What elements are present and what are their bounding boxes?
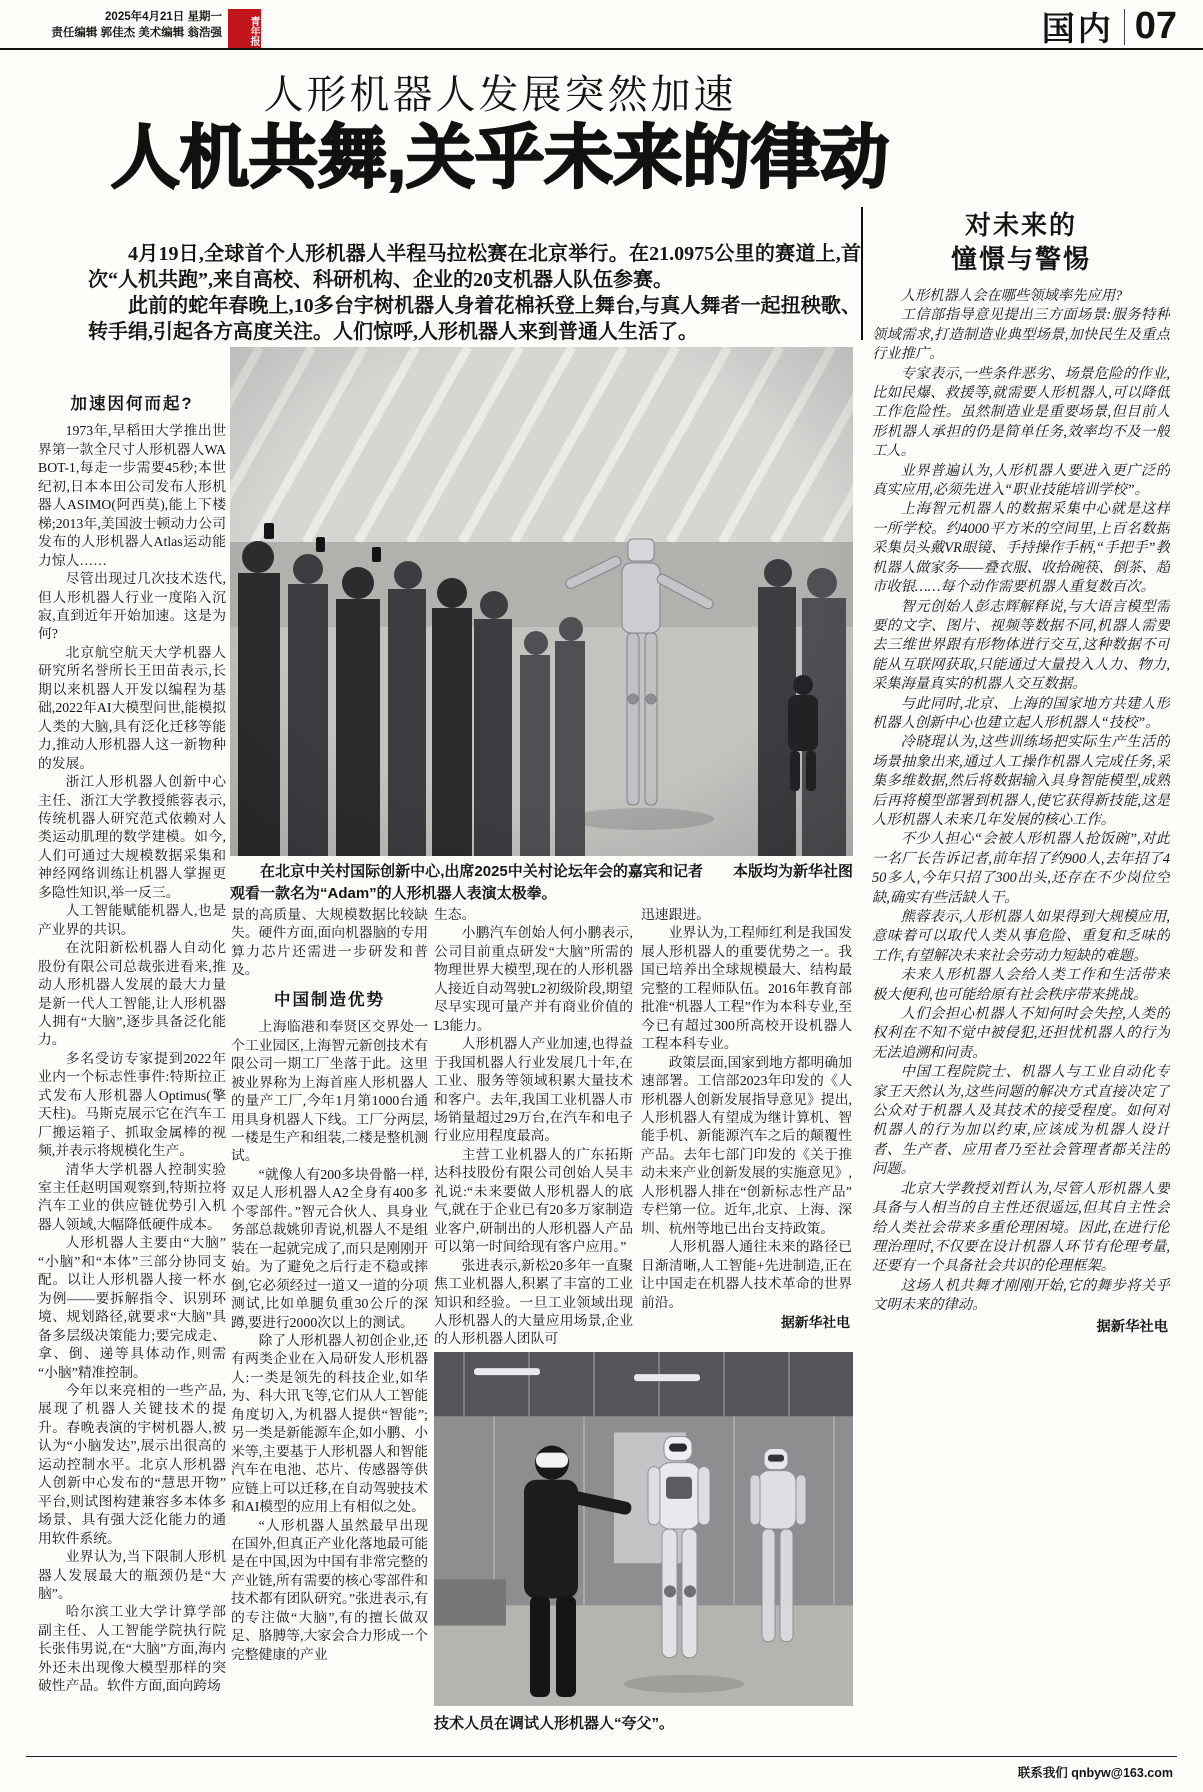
header-divider [1124,9,1125,45]
article-paragraph: 除了人形机器人初创企业,还有两类企业在入局研发人形机器人:一类是领先的科技企业,如华为、科大讯飞等,它们从人工智能角度切入,为机器人提供“智能”;另一类是新能源车企,如小鹏、小米等,主要基于人形机器人和智能汽车在电池、芯片、传感器等供应链上可以迁移,在自动驾驶技术和AI模型的应用上有相似之处。 [231,1332,428,1515]
lead-paragraph: 4月19日,全球首个人形机器人半程马拉松赛在北京举行。在21.0975公里的赛道上,首次“人机共跑”,来自高校、科研机构、企业的20支机器人队伍参赛。 [88,243,861,291]
sidebar-paragraph: 人形机器人会在哪些领域率先应用? [900,288,1123,304]
sidebar-paragraph: 冷晓琨认为,这些训练场把实际生产生活的场景抽象出来,通过人工操作机器人完成任务,采集多维数据,然后将数据输入具身智能模型,成熟后再将模型部署到机器人,使它获得新技能,这是人形机器人未来几年发展的核心工作。 [872,734,1170,828]
sidebar-paragraph: 北京大学教授刘哲认为,尽管人形机器人要具备与人相当的自主性还很遥远,但其自主性会给人类社会带来多重伦理困境。因此,在进行伦理治理时,不仅要在设计机器人环节有伦理考量,还要有一个具备社会共识的伦理框架。 [872,1180,1170,1275]
article-paragraph: 人形机器人产业加速,也得益于我国机器人行业发展几十年,在工业、服务等领域积累大量技术和客户。去年,我国工业机器人市场销量超过29万台,在汽车和电子行业应用程度最高。 [434,1036,633,1144]
secondary-photo [434,1352,853,1706]
article-paragraph: 加速因何而起? [70,395,194,413]
article-column-3 [434,906,633,1349]
article-column-4 [641,906,852,1352]
sidebar-paragraph: 这场人机共舞才刚刚开始,它的舞步将关乎文明未来的律动。 [872,1277,1170,1314]
section-label: 国内 [1041,10,1114,47]
secondary-photo-caption: 技术人员在调试人形机器人“夸父”。 [434,1715,675,1732]
headline-kicker: 人形机器人发展突然加速 [263,73,737,117]
article-paragraph: 上海临港和奉贤区交界处一个工业园区,上海智元新创技术有限公司一期工厂坐落于此。这里被业界称为上海首座人形机器人的量产工厂,今年1月第1000台通用具身机器人下线。工厂分两层,一楼是生产和组装,二楼是整机测试。 [231,1019,428,1164]
sidebar-paragraph: 与此同时,北京、上海的国家地方共建人形机器人创新中心也建立起人形机器人“技校”。 [872,695,1170,731]
article-paragraph: 1973年,早稻田大学推出世界第一款全尺寸人形机器人WABOT-1,每走一步需要45秒;本世纪初,日本本田公司发布人形机器人ASIMO(阿西莫),能上下楼梯;2013年,美国波士顿动力公司发布的人形机器人Atlas运动能力惊人…… [38,423,226,568]
main-photo [230,347,853,856]
main-photo-illustration [230,347,853,856]
sidebar-paragraph: 智元创始人彭志辉解释说,与大语言模型需要的文字、图片、视频等数据不同,机器人需要去三维世界跟有形物体进行交互,这种数据不可能从互联网获取,只能通过大量投入人力、物力,采集海量真实的机器人交互数据。 [872,598,1170,693]
article-paragraph: 北京航空航天大学机器人研究所名誉所长王田苗表示,长期以来机器人开发以编程为基础,2022年AI大模型问世,能模拟人类的大脑,具有泛化迁移等能力,推动人形机器人这一新物种的发展。 [38,644,226,771]
secondary-photo-illustration [434,1352,853,1706]
article-paragraph: 哈尔滨工业大学计算学部副主任、人工智能学院执行院长张伟男说,在“大脑”方面,海内外还未出现像大模型那样的突破性产品。软件方面,面向跨场 [38,1604,226,1694]
sidebar-title-line: 憧憬与警惕 [950,244,1091,274]
article-paragraph: 在沈阳新松机器人自动化股份有限公司总裁张进看来,推动人形机器人发展的最大力量是新一代人工智能,让人形机器人拥有“大脑”,逐步具备泛化能力。 [38,940,226,1048]
main-headline: 人机共舞,关乎未来的律动 [110,119,890,196]
header-right [1042,3,1177,50]
sidebar-paragraph: 上海智元机器人的数据采集中心就是这样一所学校。约4000平方米的空间里,上百名数据采集员头戴VR眼镜、手持操作手柄,“手把手”教机器人做家务——叠衣服、收拾碗筷、倒茶、超市收银……每个动作需要机器人重复数百次。 [872,501,1170,596]
main-photo-caption [230,861,853,904]
sidebar-title-line: 对未来的 [964,210,1077,240]
article-paragraph: 业界认为,工程师红利是我国发展人形机器人的重要优势之一。我国已培养出全球规模最大、结构最完整的工程师队伍。2016年教育部批准“机器人工程”作为本科专业,至今已有超过300所高校开设机器人工程本科专业。 [641,925,852,1052]
article-paragraph: 业界认为,当下限制人形机器人发展最大的瓶颈仍是“大脑”。 [38,1549,226,1601]
article-paragraph: 主营工业机器人的广东拓斯达科技股份有限公司创始人吴丰礼说:“未来要做人形机器人的底气,就在于企业已有20多万家制造业客户,研制出的人形机器人产品可以第一时间给现有客户应用。” [434,1146,633,1255]
article-paragraph: 浙江人形机器人创新中心主任、浙江大学教授熊蓉表示,传统机器人研究范式依赖对人类运动肌理的数学建模。如今,人们可通过大规模数据采集和神经网络训练让机器人掌握更多隐性知识,举一反三。 [38,774,226,900]
sidebar-paragraph: 中国工程院院士、机器人与工业自动化专家王天然认为,这些问题的解决方式直接决定了公众对于机器人及其技术的接受程度。如何对机器人的行为加以约束,应该成为机器人设计者、生产者、应用者乃至社会管理者都关注的问题。 [872,1064,1170,1178]
sidebar-paragraph: 业界普遍认为,人形机器人要进入更广泛的真实应用,必须先进入“职业技能培训学校”。 [872,462,1170,499]
article-paragraph: 清华大学机器人控制实验室主任赵明国观察到,特斯拉将汽车工业的供应链优势引入机器人领域,大幅降低硬件成本。 [38,1161,226,1232]
footer-contact: 联系我们 qnbyw@163.com [1017,1766,1173,1780]
page-number: 07 [1134,5,1177,47]
article-column-2 [231,906,428,1750]
date-line: 2025年4月21日 星期一 [105,11,222,23]
article-paragraph: 迅速跟进。 [641,907,710,922]
article-column-1 [38,384,226,1748]
lead-paragraph: 此前的蛇年春晚上,10多台宇树机器人身着花棉袄登上舞台,与真人舞者一起扭秧歌、转手绢,引起各方高度关注。人们惊呼,人形机器人来到普通人生活了。 [88,295,861,343]
article-paragraph: 景的高质量、大规模数据比较缺失。硬件方面,面向机器脑的专用算力芯片还需进一步研发和普及。 [231,907,428,978]
lead-block [88,241,861,345]
sidebar-title [872,208,1170,276]
article-paragraph: 政策层面,国家到地方都明确加速部署。工信部2023年印发的《人形机器人创新发展指导意见》提出,人形机器人有望成为继计算机、智能手机、新能源汽车之后的颠覆性产品。去年七部门印发的《关于推动未来产业创新发展的实施意见》,人形机器人排在“创新标志性产品”专栏第一位。近年,北京、上海、深圳、杭州等地已出台支持政策。 [641,1054,852,1236]
sidebar-paragraph: 据新华社电 [1096,1318,1168,1335]
sidebar-paragraph: 专家表示,一些条件恶劣、场景危险的作业,比如民爆、救援等,就需要人形机器人,可以降低工作危险性。虽然制造业是重要场景,但目前人形机器人承担的仍是简单任务,效率均不及一般工人。 [872,365,1170,460]
sidebar-paragraph: 工信部指导意见提出三方面场景:服务特种领域需求,打造制造业典型场景,加快民生及重点行业推广。 [872,307,1170,363]
editors-line: 责任编辑 郭佳杰 美术编辑 翁浩强 [51,27,222,39]
article-paragraph: 多名受访专家提到2022年业内一个标志性事件:特斯拉正式发布人形机器人Optimus(擎天柱)。马斯克展示它在汽车工厂搬运箱子、抓取金属棒的视频,并表示将规模化生产。 [38,1050,226,1159]
masthead-logo: 青年报 [228,9,261,50]
header-meta [28,9,222,41]
article-paragraph: 人工智能赋能机器人,也是产业界的共识。 [38,903,226,937]
article-paragraph: 生态。 [434,907,476,922]
sidebar-paragraph: 人们会担心机器人不知何时会失控,人类的权利在不知不觉中被侵犯,还担忧机器人的行为无法追溯和问责。 [872,1006,1170,1061]
sidebar-paragraph: 不少人担心“会被人形机器人抢饭碗”,对此一名厂长告诉记者,前年招了约900人,去年招了450多人,今年只招了300出头,还存在不少岗位空缺,确实有些活缺人干。 [872,831,1170,906]
article-paragraph: 中国制造优势 [274,990,385,1009]
sidebar-paragraph: 熊蓉表示,人形机器人如果得到大规模应用,意味着可以取代人类从事危险、重复和乏味的工作,有望解决未来社会劳动力短缺的难题。 [872,909,1170,964]
article-paragraph: 据新华社电 [781,1314,850,1330]
article-paragraph: 张进表示,新松20多年一直聚焦工业机器人,积累了丰富的工业知识和经验。一旦工业领域出现人形机器人的大量应用场景,企业的人形机器人团队可 [434,1257,633,1347]
article-paragraph: 人形机器人通往未来的路径已日渐清晰,人工智能+先进制造,正在让中国走在机器人技术革命的世界前沿。 [641,1239,852,1310]
sidebar-body [872,287,1170,1750]
sidebar-paragraph: 未来人形机器人会给人类工作和生活带来极大便利,也可能给原有社会秩序带来挑战。 [872,967,1170,1003]
caption-text: 在北京中关村国际创新中心,出席2025中关村论坛年会的嘉宾和记者观看一款名为“Adam”的人形机器人表演太极拳。 [230,863,703,902]
sidebar-divider [861,207,863,340]
article-paragraph: 今年以来亮相的一些产品,展现了机器人关键技术的提升。春晚表演的宇树机器人,被认为“小脑发达”,展示出很高的运动控制水平。北京人形机器人创新中心发布的“慧思开物”平台,则试图构建兼容多本体多场景、具有强大泛化能力的通用软件系统。 [38,1383,226,1546]
footer-rule [26,1756,1177,1757]
photo-credit: 本版均为新华社图 [732,863,853,880]
header-rule [0,48,1203,50]
article-paragraph: 尽管出现过几次技术迭代,但人形机器人行业一度陷入沉寂,直到近年开始加速。这是为何? [38,571,226,642]
article-paragraph: “人形机器人虽然最早出现在国外,但真正产业化落地最可能是在中国,因为中国有非常完整的产业链,所有需要的核心零部件和技术都有团队研究。”张进表示,有的专注做“大脑”,有的擅长做双足、胳膊等,大家会合力形成一个完整健康的产业 [231,1517,428,1662]
article-paragraph: 小鹏汽车创始人何小鹏表示,公司目前重点研发“大脑”所需的物理世界大模型,现在的人形机器人接近自动驾驶L2初级阶段,期望尽早实现可量产并有商业价值的L3能力。 [434,925,633,1033]
article-paragraph: 人形机器人主要由“大脑”“小脑”和“本体”三部分协同支配。以让人形机器人接一杯水为例——要拆解指令、识别环境、规划路径,就要求“大脑”具备多层级决策能力;要完成走、拿、倒、递等具体动作,则需“小脑”精准控制。 [38,1235,226,1380]
article-paragraph: “就像人有200多块骨骼一样,双足人形机器人A2全身有400多个零部件。”智元合伙人、具身业务部总裁姚卯青说,机器人不是组装在一起就完成了,而只是刚刚开始。为了避免之后行走不稳或摔倒,它必须经过一道又一道的分项测试,比如单腿负重30公斤的深蹲,要进行2000次以上的测试。 [231,1166,428,1330]
